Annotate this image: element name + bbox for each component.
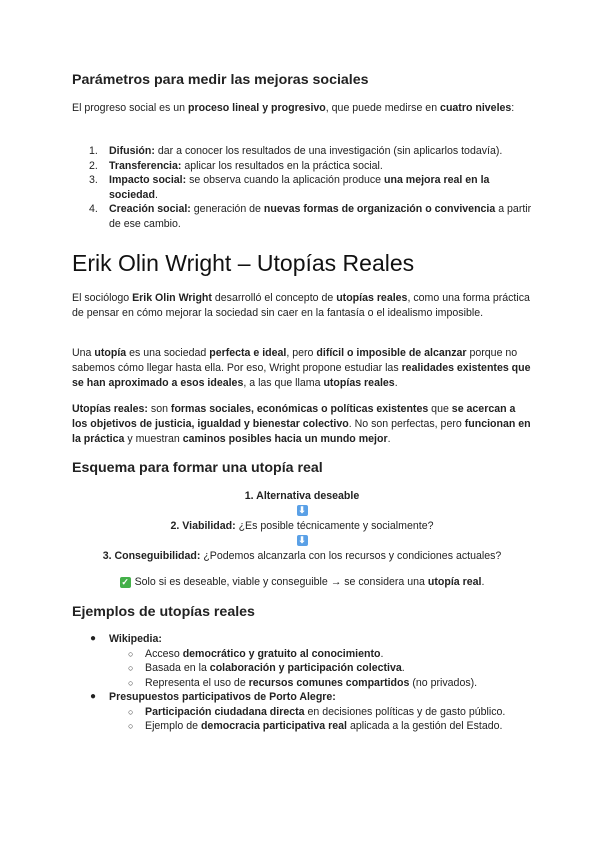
check-icon: ✓ bbox=[121, 577, 129, 587]
list-item-wikipedia: ● Wikipedia: bbox=[90, 633, 162, 645]
list-item: 1. Difusión: dar a conocer los resultados de una investigación (sin aplicarlos todavía). bbox=[89, 145, 503, 157]
section-heading-erik-olin-wright: Erik Olin Wright – Utopías Reales bbox=[72, 250, 415, 276]
sub-bullet-icon: ○ bbox=[128, 706, 134, 717]
list-item: ○ Ejemplo de democracia participativa real aplicada a la gestión del Estado. bbox=[128, 720, 503, 732]
paragraph-utopia-definition: Una utopía es una sociedad perfecta e ideal, pero difícil o imposible de alcanzar porque no sabemos cómo llegar hasta ella. Por eso, Wright propone estudiar las realidades existentes que se han aproximado a esos ideales, a las que llama utopías reales. bbox=[72, 347, 531, 389]
list-item-porto-alegre: ● Presupuestos participativos de Porto Alegre: bbox=[90, 691, 336, 703]
arrow-down-icon: ⬇ bbox=[298, 505, 306, 515]
list-item: ○ Participación ciudadana directa en decisiones políticas y de gasto público. bbox=[128, 705, 506, 718]
list-item: ○ Basada en la colaboración y participación colectiva. bbox=[128, 662, 405, 674]
sub-bullet-icon: ○ bbox=[128, 663, 134, 673]
step-alternativa-deseable: 1. Alternativa deseable bbox=[244, 490, 360, 502]
section-heading-parametros: Parámetros para medir las mejoras sociales bbox=[72, 72, 369, 88]
conclusion-line: ✓ Solo si es deseable, viable y conseguible → se considera una utopía real. bbox=[121, 576, 485, 588]
section-heading-esquema: Esquema para formar una utopía real bbox=[72, 460, 323, 476]
sub-bullet-icon: ○ bbox=[128, 648, 134, 659]
intro-paragraph: El progreso social es un proceso lineal y progresivo, que puede medirse en cuatro niveles: bbox=[72, 102, 515, 114]
list-item: ○ Representa el uso de recursos comunes compartidos (no privados). bbox=[128, 676, 478, 689]
sub-bullet-icon: ○ bbox=[128, 721, 134, 731]
sub-bullet-icon: ○ bbox=[128, 677, 134, 688]
list-item: 3. Impacto social: se observa cuando la aplicación produce una mejora real en la sociedad. bbox=[89, 174, 490, 201]
list-item: 2. Transferencia: aplicar los resultados en la práctica social. bbox=[89, 159, 383, 172]
step-viabilidad: 2. Viabilidad: ¿Es posible técnicamente y socialmente? bbox=[170, 520, 434, 532]
arrow-down-icon: ⬇ bbox=[298, 535, 306, 545]
paragraph-wright-intro: El sociólogo Erik Olin Wright desarrolló el concepto de utopías reales, como una forma práctica de pensar en cómo mejorar la sociedad sin caer en la fantasía o el idealismo imposible. bbox=[72, 292, 530, 319]
bullet-icon: ● bbox=[90, 633, 97, 644]
bullet-icon: ● bbox=[90, 691, 97, 702]
step-conseguibilidad: 3. Conseguibilidad: ¿Podemos alcanzarla con los recursos y condiciones actuales? bbox=[102, 550, 502, 562]
list-item: 4. Creación social: generación de nuevas formas de organización o convivencia a partir de ese cambio. bbox=[89, 203, 532, 230]
list-item: ○ Acceso democrático y gratuito al conocimiento. bbox=[128, 647, 384, 660]
paragraph-utopias-reales: Utopías reales: son formas sociales, económicas o políticas existentes que se acercan a los objetivos de justicia, igualdad y bienestar colectivo. No son perfectas, pero funcionan en la práctica y muestran caminos posibles hacia un mundo mejor. bbox=[72, 403, 531, 445]
examples-list bbox=[72, 632, 542, 734]
section-heading-ejemplos: Ejemplos de utopías reales bbox=[72, 604, 255, 620]
levels-list bbox=[72, 144, 532, 231]
